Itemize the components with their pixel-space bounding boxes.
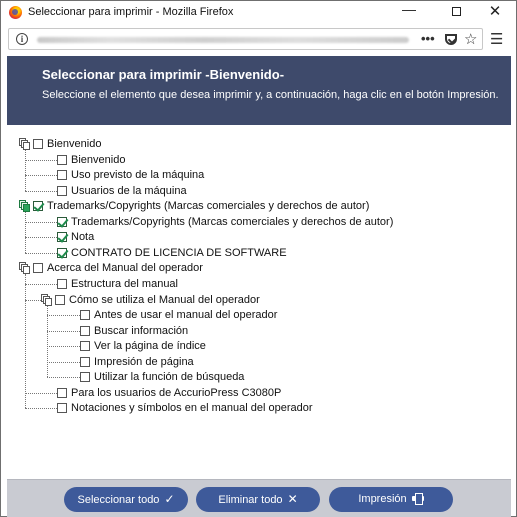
address-bar[interactable] bbox=[8, 28, 483, 50]
tree-connector bbox=[25, 408, 57, 409]
tree-item-label: Notaciones y símbolos en el manual del operador bbox=[71, 402, 313, 415]
item-checkbox[interactable] bbox=[57, 388, 67, 398]
page-description: Seleccione el elemento que desea imprimir y, a continuación, haga clic en el botón Impresión. bbox=[42, 89, 499, 101]
tree-item-label: Estructura del manual bbox=[71, 277, 178, 290]
tree-group-row[interactable] bbox=[7, 293, 507, 308]
item-checkbox[interactable] bbox=[33, 263, 43, 273]
tree-item-row[interactable] bbox=[7, 355, 507, 370]
item-checkbox[interactable] bbox=[55, 295, 65, 305]
window-title: Seleccionar para imprimir - Mozilla Firefox bbox=[28, 6, 234, 18]
group-pages-icon bbox=[19, 200, 31, 212]
tree-item-row[interactable] bbox=[7, 324, 507, 339]
item-checkbox[interactable] bbox=[57, 279, 67, 289]
tree-item-row[interactable] bbox=[7, 184, 507, 199]
tree-item-label: Impresión de página bbox=[94, 355, 194, 368]
tree-item-row[interactable] bbox=[7, 168, 507, 183]
print-selection-tree bbox=[7, 125, 511, 479]
tree-item-label: CONTRATO DE LICENCIA DE SOFTWARE bbox=[71, 246, 287, 259]
item-checkbox[interactable] bbox=[57, 155, 67, 165]
tree-connector bbox=[25, 191, 57, 192]
minimize-button[interactable]: — bbox=[402, 1, 416, 17]
bookmark-star-icon[interactable]: ☆ bbox=[464, 31, 478, 48]
tree-group-row[interactable] bbox=[7, 137, 507, 152]
group-pages-icon bbox=[19, 138, 31, 150]
item-checkbox[interactable] bbox=[57, 186, 67, 196]
tree-item-label: Usuarios de la máquina bbox=[71, 184, 187, 197]
select-all-label: Seleccionar todo bbox=[77, 494, 160, 506]
item-checkbox[interactable] bbox=[33, 201, 43, 211]
item-checkbox[interactable] bbox=[57, 217, 67, 227]
tree-connector bbox=[25, 222, 57, 223]
tree-connector bbox=[25, 237, 57, 238]
printer-icon bbox=[412, 493, 424, 503]
tree-item-row[interactable] bbox=[7, 339, 507, 354]
item-checkbox[interactable] bbox=[57, 232, 67, 242]
tree-item-label: Bienvenido bbox=[47, 138, 102, 150]
tree-item-label: Utilizar la función de búsqueda bbox=[94, 371, 245, 384]
tree-connector bbox=[47, 331, 80, 332]
tree-item-row[interactable] bbox=[7, 386, 507, 401]
tree-item-label: Para los usuarios de AccurioPress C3080P bbox=[71, 386, 282, 399]
maximize-icon bbox=[452, 7, 461, 16]
firefox-logo-icon bbox=[9, 6, 22, 19]
tree-connector bbox=[47, 315, 80, 316]
item-checkbox[interactable] bbox=[57, 170, 67, 180]
item-checkbox[interactable] bbox=[80, 357, 90, 367]
pocket-icon[interactable] bbox=[445, 34, 457, 45]
tree-group-row[interactable] bbox=[7, 261, 507, 276]
tree-connector bbox=[25, 284, 57, 285]
tree-item-row[interactable] bbox=[7, 277, 507, 292]
item-checkbox[interactable] bbox=[57, 403, 67, 413]
item-checkbox[interactable] bbox=[80, 310, 90, 320]
tree-item-label: Antes de usar el manual del operador bbox=[94, 309, 278, 322]
delete-all-button[interactable] bbox=[196, 487, 320, 512]
tree-connector bbox=[47, 346, 80, 347]
footer-bar bbox=[7, 479, 511, 517]
tree-connector bbox=[25, 150, 26, 191]
print-label: Impresión bbox=[358, 493, 407, 505]
checkmark-icon: ✓ bbox=[164, 492, 175, 506]
tree-connector bbox=[25, 212, 26, 253]
close-window-button[interactable]: ✕ bbox=[488, 3, 502, 20]
tree-connector bbox=[25, 160, 57, 161]
header-banner bbox=[7, 56, 511, 125]
x-icon: ✕ bbox=[287, 492, 298, 506]
item-checkbox[interactable] bbox=[33, 139, 43, 149]
tree-item-row[interactable] bbox=[7, 370, 507, 385]
url-text-blurred[interactable] bbox=[37, 37, 409, 43]
print-button[interactable] bbox=[329, 487, 453, 512]
tree-connector bbox=[47, 377, 80, 378]
delete-all-label: Eliminar todo bbox=[218, 494, 283, 506]
tree-item-label: Cómo se utiliza el Manual del operador bbox=[69, 293, 260, 306]
item-checkbox[interactable] bbox=[57, 248, 67, 258]
group-pages-icon bbox=[41, 294, 53, 306]
maximize-button[interactable] bbox=[438, 1, 474, 24]
tree-item-row[interactable] bbox=[7, 153, 507, 168]
tree-connector bbox=[25, 300, 41, 301]
tree-group-row[interactable] bbox=[7, 199, 507, 214]
select-all-button[interactable] bbox=[64, 487, 188, 512]
tree-item-row[interactable] bbox=[7, 308, 507, 323]
tree-item-row[interactable] bbox=[7, 401, 507, 416]
tree-item-label: Buscar información bbox=[94, 324, 189, 337]
tree-connector bbox=[25, 393, 57, 394]
page-title: Seleccionar para imprimir -Bienvenido- bbox=[42, 67, 285, 82]
item-checkbox[interactable] bbox=[80, 372, 90, 382]
tree-item-row[interactable] bbox=[7, 215, 507, 230]
tree-item-row[interactable] bbox=[7, 246, 507, 261]
tree-connector bbox=[47, 306, 48, 378]
tree-connector bbox=[25, 274, 26, 408]
item-checkbox[interactable] bbox=[80, 326, 90, 336]
item-checkbox[interactable] bbox=[80, 341, 90, 351]
tree-item-row[interactable] bbox=[7, 230, 507, 245]
tree-connector bbox=[47, 362, 80, 363]
content-area bbox=[7, 125, 511, 479]
tree-connector bbox=[25, 253, 57, 254]
tree-item-label: Nota bbox=[71, 231, 95, 244]
hamburger-menu-icon[interactable]: ☰ bbox=[490, 31, 504, 48]
title-bar bbox=[1, 1, 516, 24]
group-pages-icon bbox=[19, 262, 31, 274]
tree-item-label: Acerca del Manual del operador bbox=[47, 262, 203, 275]
tree-item-label: Uso previsto de la máquina bbox=[71, 169, 205, 182]
site-info-icon[interactable]: i bbox=[16, 33, 28, 45]
tree-item-label: Trademarks/Copyrights (Marcas comerciales y derechos de autor) bbox=[71, 215, 394, 228]
tree-connector bbox=[25, 175, 57, 176]
tree-item-label: Ver la página de índice bbox=[94, 340, 206, 353]
page-actions-button[interactable]: ••• bbox=[421, 31, 435, 46]
tree-item-label: Bienvenido bbox=[71, 153, 126, 166]
tree-item-label: Trademarks/Copyrights (Marcas comerciales y derechos de autor) bbox=[47, 200, 370, 213]
